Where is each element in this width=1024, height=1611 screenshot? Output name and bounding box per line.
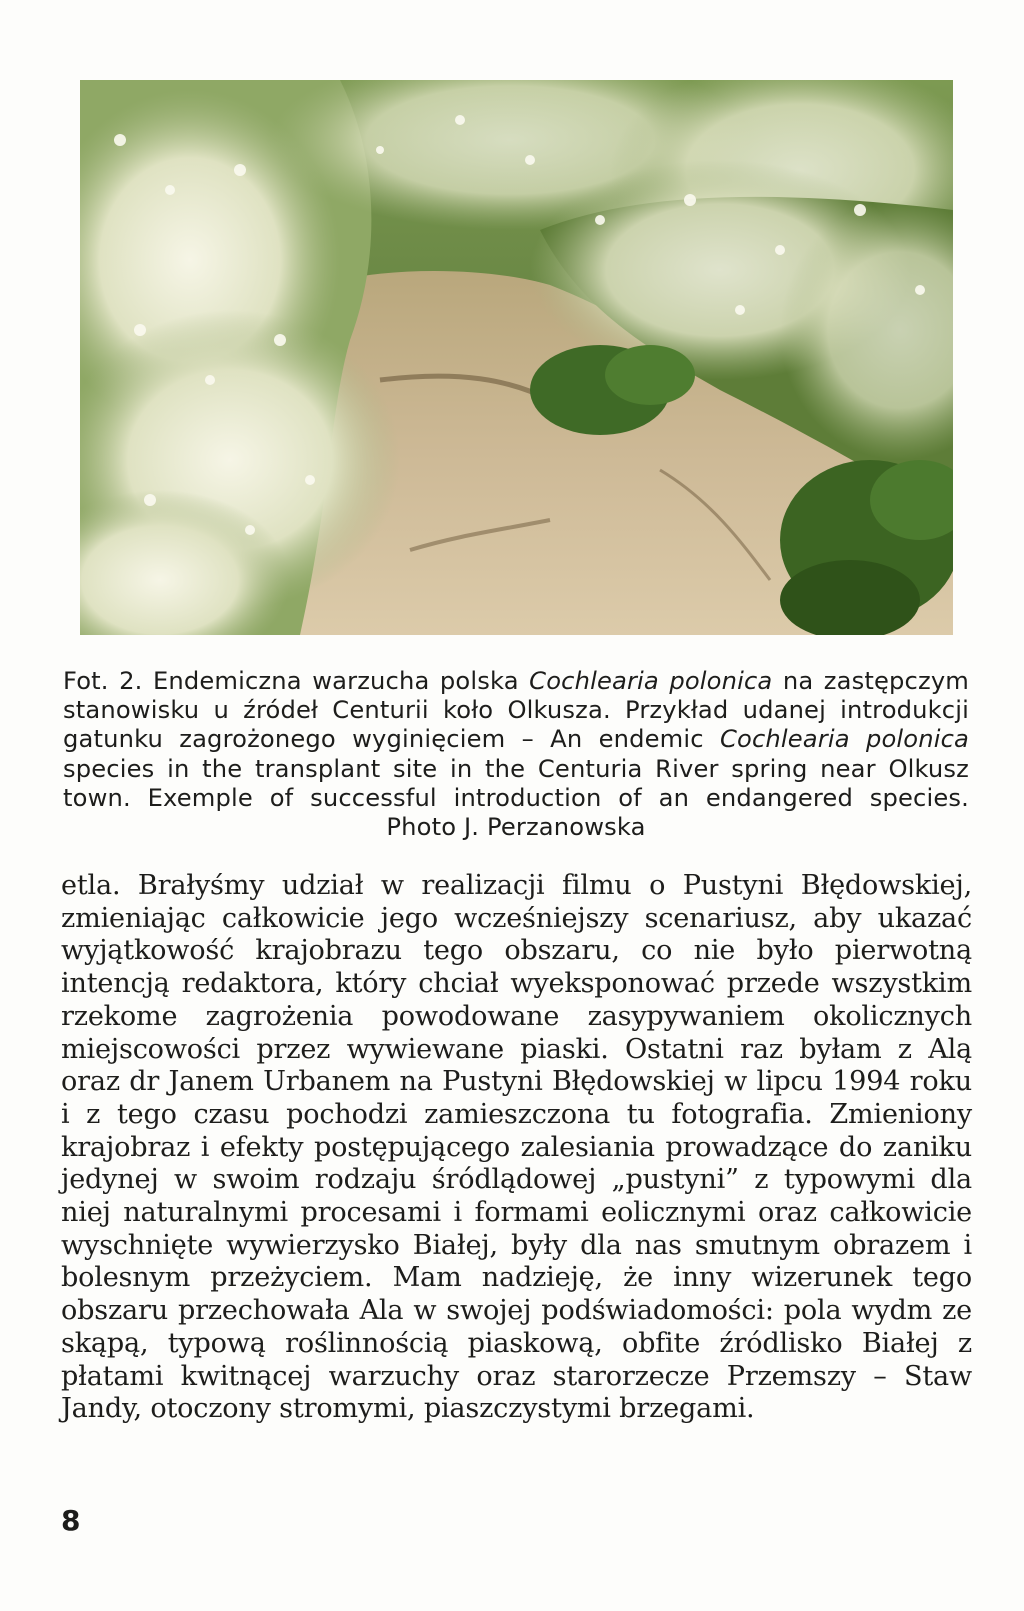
body-paragraph: etla. Brałyśmy udział w realizacji filmu o Pustyni Błędowskiej, zmieniając całkowicie jego wcześniejszy scenariusz, aby ukazać wyjątkowość krajobrazu tego obszaru, co nie było pierwotną intencją redaktora, który chciał wyeksponować przede wszystkim rzekome zagrożenia powodowane zasypywaniem okolicznych miejscowości przez wywiewane piaski. Ostatni raz byłam z Alą oraz dr Janem Urbanem na Pustyni Błędowskiej w lipcu 1994 roku i z tego czasu pochodzi zamieszczona tu fotografia. Zmieniony krajobraz i efekty postępującego zalesiania prowadzące do zaniku jedynej w swoim rodzaju śródlądowej „pustyni” z typowymi dla niej naturalnymi procesami i formami eolicznymi oraz całkowicie wyschnięte wywierzysko Białej, były dla nas smutnym obrazem i bolesnym przeżyciem. Mam nadzieję, że inny wizerunek tego obszaru przechowała Ala w swojej podświadomości: pola wydm ze skąpą, typową roślinnością piaskową, obfite źródlisko Białej z płatami kwitnącej warzuchy oraz starorzecze Przemszy – Staw Jandy, otoczony stromymi, piaszczystymi brzegami.: [61, 870, 972, 1425]
caption-figure-label: Fot. 2.: [63, 667, 143, 695]
stream-photo: [80, 80, 953, 635]
caption-text-part-2: na zastępczym stanowisku u źródeł Centurii koło Olkusza. Przykład udanej introdukcji gatunku zagrożonego wyginięciem – An endemic: [63, 667, 970, 754]
caption-species-name-1: Cochlearia polonica: [529, 667, 773, 695]
caption-species-name-2: Cochlearia polonica: [719, 725, 969, 754]
stream-photo-illustration: [80, 80, 953, 635]
caption-text-part-1: Endemiczna warzucha polska: [142, 667, 530, 695]
caption-text-part-3: species in the transplant site in the Centuria River spring near Olkusz town. Exemple of successful introduction of an endangered species. Photo J. Perzanowska: [63, 754, 969, 842]
page-number: 8: [61, 1504, 81, 1537]
photo-caption: [63, 667, 969, 842]
